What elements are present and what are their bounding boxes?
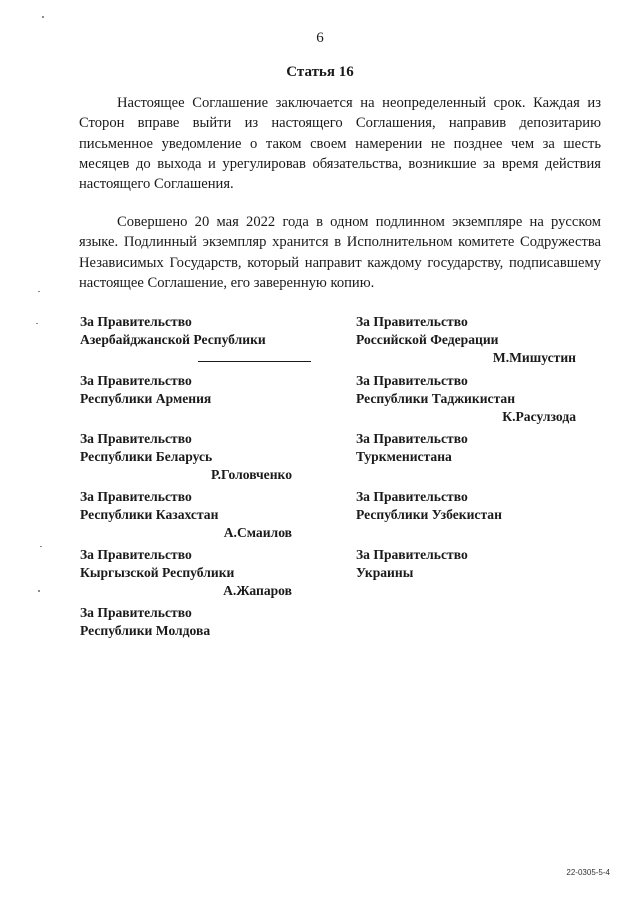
signature-header: За Правительство: [356, 373, 468, 388]
paragraph-done-at: Совершено 20 мая 2022 года в одном подлинном экземпляре на русском языке. Подлинный экземпляр хранится в Исполнительном комитете Содружества Независимых Государств, который направит каждому государству, подписавшему настоящее Соглашение, его заверенную копию.: [79, 214, 601, 291]
signatory-name: А.Смаилов: [223, 525, 292, 540]
page-number: 6: [316, 30, 324, 46]
signature-block-moldova: [80, 604, 292, 640]
signature-party: Республики Беларусь: [80, 449, 213, 464]
scan-speck: [42, 16, 44, 18]
signatory-name: К.Расулзода: [502, 409, 576, 424]
signature-party: Республики Молдова: [80, 623, 211, 638]
signature-block-uzbekistan: [356, 488, 576, 524]
signatory-name: М.Мишустин: [492, 350, 576, 365]
signature-header: За Правительство: [356, 431, 468, 446]
signature-block-ukraine: [356, 546, 576, 582]
signature-party: Республики Казахстан: [80, 507, 219, 522]
signature-block-tajikistan: [356, 372, 576, 426]
paragraph-term-of-agreement: Настоящее Соглашение заключается на неопределенный срок. Каждая из Сторон вправе выйти из настоящего Соглашения, направив депозитарию письменное уведомление о таком своем намерении не позднее чем за шесть месяцев до выхода и урегулировав обязательства, возникшие за время действия настоящего Соглашения.: [79, 95, 601, 193]
signature-block-turkmenistan: [356, 430, 576, 466]
signature-header: За Правительство: [356, 547, 468, 562]
signature-header: За Правительство: [80, 489, 192, 504]
signature-block-belarus: [80, 430, 292, 484]
signature-line: [198, 361, 311, 362]
signature-party: Республики Узбекистан: [356, 507, 502, 522]
signature-party: Республики Таджикистан: [356, 391, 516, 406]
scan-speck: [38, 590, 40, 592]
signature-block-kyrgyzstan: [80, 546, 292, 600]
signature-party: Кыргызской Республики: [80, 565, 235, 580]
signature-header: За Правительство: [80, 605, 192, 620]
scan-speck: [38, 291, 40, 292]
signature-header: За Правительство: [80, 314, 192, 329]
scan-speck: [40, 546, 42, 547]
article-title: Статья 16: [286, 64, 354, 80]
signature-party: Российской Федерации: [356, 332, 499, 347]
signature-header: За Правительство: [80, 373, 192, 388]
signature-header: За Правительство: [356, 314, 468, 329]
signature-block-armenia: [80, 372, 292, 408]
signature-block-kazakhstan: [80, 488, 292, 542]
document-code: 22-0305-5-4: [566, 868, 610, 877]
signature-header: За Правительство: [80, 547, 192, 562]
scan-speck: [36, 323, 38, 324]
signature-party: Азербайджанской Республики: [80, 332, 266, 347]
signature-block-azerbaijan: [80, 313, 292, 362]
signature-block-russia: [356, 313, 576, 367]
signature-party: Украины: [356, 565, 414, 580]
signature-header: За Правительство: [356, 489, 468, 504]
signature-party: Республики Армения: [80, 391, 212, 406]
signatory-name: Р.Головченко: [211, 467, 292, 482]
signature-party: Туркменистана: [356, 449, 452, 464]
signature-header: За Правительство: [80, 431, 192, 446]
signatory-name: А.Жапаров: [223, 583, 292, 598]
